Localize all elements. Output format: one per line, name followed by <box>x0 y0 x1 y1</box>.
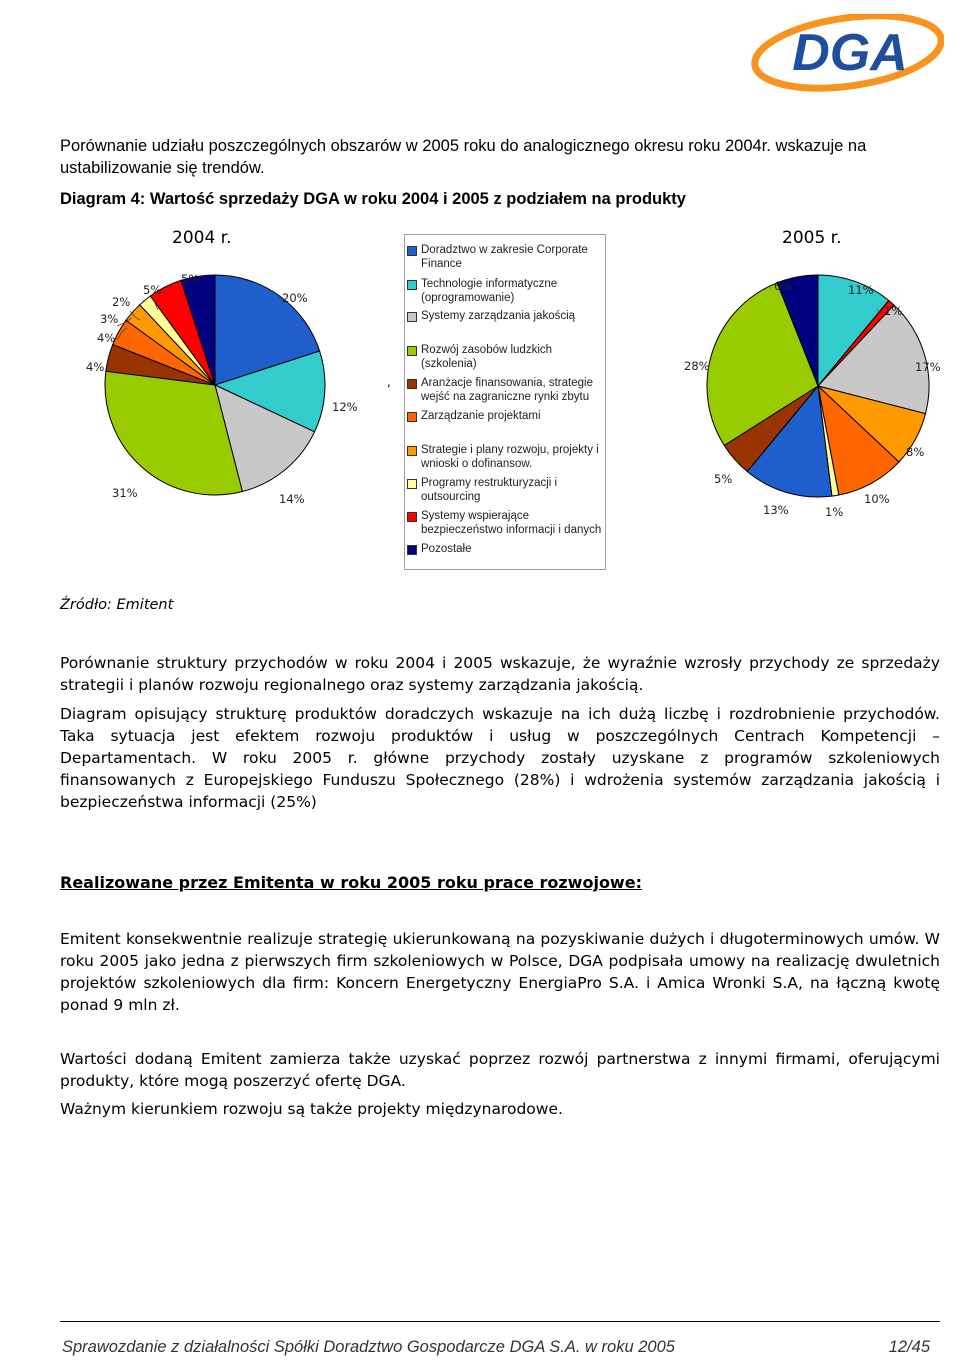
pie-2005-label-11: 11% <box>848 283 874 297</box>
section-paragraph: Emitent konsekwentnie realizuje strategię ukierunkowaną na pozyskiwanie dużych i długoterminowych umów. W roku 2005 jako jedna z pierwszych firm szkoleniowych w Polsce, DGA podpisała umowy na realizację dwuletnich projektów szkoleniowych dla firm: Koncern Energetyczny EnergiaPro S.A. i Amica Wronki S.A, na łączną kwotę ponad 9 mln zł. <box>60 930 940 1014</box>
legend-item <box>407 477 605 504</box>
section-heading: Realizowane przez Emitenta w roku 2005 roku prace rozwojowe: <box>60 873 642 892</box>
pie-2005-label-1b: 1% <box>825 505 844 519</box>
legend-item <box>407 444 605 471</box>
pie-2004-label-2: 2% <box>112 295 131 309</box>
legend-label: Pozostałe <box>421 543 472 555</box>
pie-2004-label-4a: 4% <box>86 360 105 374</box>
legend-item <box>407 543 605 557</box>
pie-2004-label-14: 14% <box>279 492 305 506</box>
legend-label: Zarządzanie projektami <box>421 410 541 422</box>
pie-2005-label-28: 28% <box>684 359 710 373</box>
diagram-title: Diagram 4: Wartość sprzedaży DGA w roku 2004 i 2005 z podziałem na produkty <box>60 190 686 208</box>
pie-2005-label-13: 13% <box>763 503 789 517</box>
pie-2005-label-8: 8% <box>906 445 925 459</box>
pie-2004-label-3: 3% <box>100 312 119 326</box>
pie-2004-label-31: 31% <box>112 486 138 500</box>
legend-item <box>407 377 605 404</box>
legend-swatch <box>407 379 417 389</box>
pie-2004-label-4b: 4% <box>97 331 116 345</box>
pie-2005-label-1a: 1% <box>884 304 903 318</box>
section-paragraph: Ważnym kierunkiem rozwoju są także projekty międzynarodowe. <box>60 1100 563 1118</box>
pie-2005-label-17: 17% <box>915 360 941 374</box>
intro-paragraph: Porównanie udziału poszczególnych obszarów w 2005 roku do analogicznego okresu roku 2004r. wskazuje na ustabilizowanie się trendów. <box>60 137 867 177</box>
section-paragraph: Wartości dodaną Emitent zamierza także uzyskać poprzez rozwój partnerstwa z innymi firmami, oferującymi produkty, które mogą poszerzyć ofertę DGA. <box>60 1050 940 1090</box>
legend-label: Systemy zarządzania jakością <box>421 310 576 322</box>
legend-label: Aranżacje finansowania, strategie wejść na zagraniczne rynki zbytu <box>421 377 593 403</box>
pie-2004-label-20: 20% <box>282 291 308 305</box>
legend-label: Rozwój zasobów ludzkich (szkolenia) <box>421 344 553 370</box>
legend-stray-mark: , <box>387 375 391 389</box>
chart-2005-title: 2005 r. <box>782 228 842 248</box>
footer-report-title: Sprawozdanie z działalności Spółki Doradztwo Gospodarcze DGA S.A. w roku 2005 <box>62 1338 675 1356</box>
footer-page-number: 12/45 <box>888 1338 930 1356</box>
legend-item <box>407 344 605 371</box>
legend-label: Systemy wspierające bezpieczeństwo informacji i danych <box>421 510 602 536</box>
legend-swatch <box>407 479 417 489</box>
legend-swatch <box>407 312 417 322</box>
legend-label: Strategie i plany rozwoju, projekty i wnioski o dofinansow. <box>421 444 599 470</box>
legend-swatch <box>407 512 417 522</box>
chart-legend <box>404 234 606 570</box>
pie-2004-label-12: 12% <box>332 400 358 414</box>
legend-item <box>407 410 605 424</box>
pie-2005-label-10: 10% <box>864 492 890 506</box>
source-note: Źródło: Emitent <box>60 597 174 613</box>
legend-item <box>407 310 605 324</box>
pie-2005-label-5: 5% <box>714 472 733 486</box>
legend-swatch <box>407 545 417 555</box>
dga-logo <box>748 14 944 94</box>
legend-label: Programy restrukturyzacji i outsourcing <box>421 477 558 503</box>
legend-item <box>407 278 605 305</box>
legend-label: Doradztwo w zakresie Corporate Finance <box>421 244 588 270</box>
logo-text: DGA <box>792 24 908 82</box>
legend-swatch <box>407 412 417 422</box>
legend-item <box>407 244 605 271</box>
pie-2004-label-5a: 5% <box>143 283 162 297</box>
pie-2005-label-6: 6% <box>774 279 793 293</box>
legend-swatch <box>407 446 417 456</box>
legend-swatch <box>407 246 417 256</box>
pie-2004 <box>105 275 325 495</box>
body-paragraph: Porównanie struktury przychodów w roku 2004 i 2005 wskazuje, że wyraźnie wzrosły przychody ze sprzedaży strategii i planów rozwoju regionalnego oraz systemy zarządzania jakością. <box>60 654 940 694</box>
body-paragraph: Diagram opisujący strukturę produktów doradczych wskazuje na ich dużą liczbę i rozdrobnienie przychodów. Taka sytuacja jest efektem rozwoju produktów i usług w poszczególnych Centrach Kompetencji – Departamentach. W roku 2005 r. główne przychody zostały uzyskane z programów szkoleniowych finansowanych z Europejskiego Funduszu Społecznego (28%) i wdrożenia systemów zarządzania jakością i bezpieczeństwa informacji (25%) <box>60 705 940 811</box>
pie-2004-label-5b: 5% <box>181 272 200 286</box>
legend-swatch <box>407 346 417 356</box>
legend-label: Technologie informatyczne (oprogramowanie) <box>421 278 558 304</box>
chart-2004-title: 2004 r. <box>172 228 232 248</box>
legend-swatch <box>407 280 417 290</box>
footer-divider <box>60 1321 940 1322</box>
legend-item <box>407 510 605 537</box>
